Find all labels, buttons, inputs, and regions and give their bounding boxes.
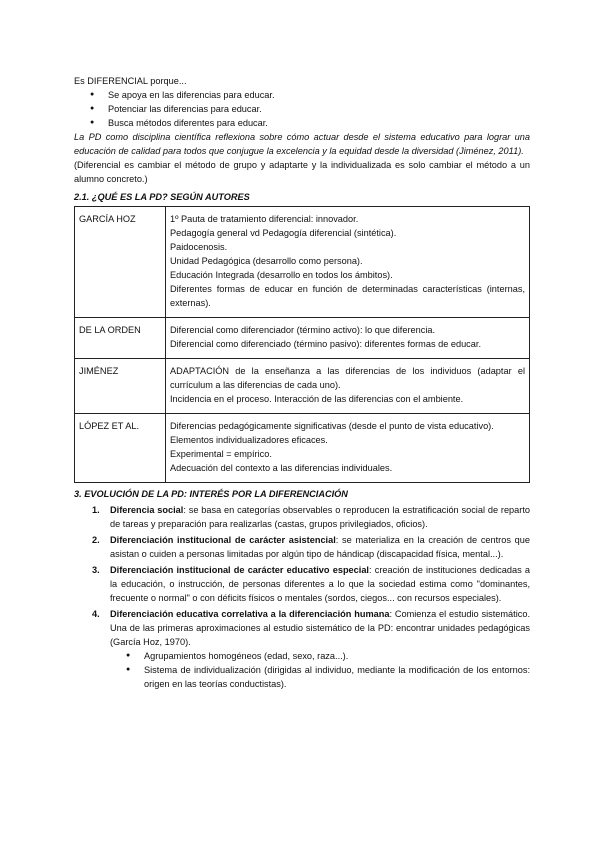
author-cell: JIMÉNEZ [75, 359, 166, 414]
authors-table [74, 206, 530, 483]
section-3-heading: 3. EVOLUCIÓN DE LA PD: INTERÉS POR LA DIFERENCIACIÓN [74, 489, 348, 499]
note-paragraph: (Diferencial es cambiar el método de grupo y adaptarte y la individualizada es solo cambiar el método a un alumno concreto.) [74, 160, 530, 184]
content-cell [166, 359, 530, 414]
item-number: 1. [92, 505, 100, 515]
content-cell [166, 207, 530, 318]
content-line: Educación Integrada (desarrollo en todos los ámbitos). [170, 270, 393, 280]
content-line: Pedagogía general vd Pedagogía diferencial (sintética). [170, 228, 397, 238]
item-term: Diferenciación educativa correlativa a la diferenciación humana [110, 609, 390, 619]
intro-lead: Es DIFERENCIAL porque... [74, 76, 187, 86]
item-term: Diferenciación institucional de carácter educativo especial [110, 565, 369, 575]
item-number: 3. [92, 565, 100, 575]
content-line: Elementos individualizadores eficaces. [170, 435, 328, 445]
table-row [75, 414, 530, 483]
content-line: Diferencial como diferenciador (término activo): lo que diferencia. [170, 325, 436, 335]
author-cell: LÓPEZ ET AL. [75, 414, 166, 483]
item-text: : creación de instituciones dedicadas a la educación, o instrucción, de personas diferentes a lo que la sociedad estima como "dominantes, frecuente o normal" o con déficits físicos o mentales (sordos, ciegos... con recursos especiales). [110, 565, 530, 603]
author-cell: DE LA ORDEN [75, 318, 166, 359]
content-line: ADAPTACIÓN de la enseñanza a las diferencias de los individuos (adaptar el currículum a las diferencias de cada uno). [170, 366, 525, 390]
document-page [74, 74, 530, 693]
item-term: Diferencia social [110, 505, 184, 515]
content-line: Adecuación del contexto a las diferencias individuales. [170, 463, 393, 473]
list-item: ● Se apoya en las diferencias para educar. [90, 88, 530, 102]
list-item [92, 503, 530, 531]
table-row [75, 359, 530, 414]
content-line: Diferentes formas de educar en función de determinadas características (internas, externas). [170, 284, 525, 308]
content-cell [166, 318, 530, 359]
content-line: Diferencial como diferenciado (término pasivo): diferentes formas de educar. [170, 339, 481, 349]
item-text: : se materializa en la creación de centros que asistan o cuiden a personas limitadas por algún tipo de hándicap (discapacidad física, mental...). [110, 535, 530, 559]
section-2-1-heading: 2.1. ¿QUÉ ES LA PD? SEGÚN AUTORES [74, 192, 250, 202]
item-text: : Comienza el estudio sistemático. Una de las primeras aproximaciones al estudio sistemático de la PD: encontrar unidades pedagógicas (García Hoz, 1970). [110, 609, 530, 647]
list-item [92, 607, 530, 691]
item-text: : se basa en categorías observables o reproducen la estratificación social de reparto de tareas y preparación para realizarlas (castas, grupos privilegiados, oficios). [110, 505, 531, 529]
list-item: ● Agrupamientos homogéneos (edad, sexo, raza...). [126, 649, 530, 663]
content-line: Incidencia en el proceso. Interacción de las diferencias con el ambiente. [170, 394, 464, 404]
definition-paragraph: La PD como disciplina científica reflexiona sobre cómo actuar desde el sistema educativo para lograr una educación de calidad para todos que conjugue la excelencia y la equidad desde la diversidad (Jiménez, 2011). [74, 132, 530, 156]
sub-bullet-list [110, 649, 530, 691]
content-line: Diferencias pedagógicamente significativas (desde el punto de vista educativo). [170, 421, 494, 431]
author-cell: GARCÍA HOZ [75, 207, 166, 318]
content-line: Experimental = empírico. [170, 449, 272, 459]
content-line: Unidad Pedagógica (desarrollo como persona). [170, 256, 363, 266]
item-number: 2. [92, 535, 100, 545]
intro-bullet-list [74, 88, 530, 130]
list-item: ● Busca métodos diferentes para educar. [90, 116, 530, 130]
list-item [92, 563, 530, 605]
table-row [75, 318, 530, 359]
list-item: ● Potenciar las diferencias para educar. [90, 102, 530, 116]
item-number: 4. [92, 609, 100, 619]
table-row [75, 207, 530, 318]
content-line: 1º Pauta de tratamiento diferencial: innovador. [170, 214, 359, 224]
list-item [92, 533, 530, 561]
item-term: Diferenciación institucional de carácter asistencial [110, 535, 336, 545]
list-item: ● Sistema de individualización (dirigidas al individuo, mediante la modificación de los entornos: origen en las teorías conductistas). [126, 663, 530, 691]
content-line: Paidocenosis. [170, 242, 228, 252]
evolution-list [74, 503, 530, 691]
content-cell [166, 414, 530, 483]
